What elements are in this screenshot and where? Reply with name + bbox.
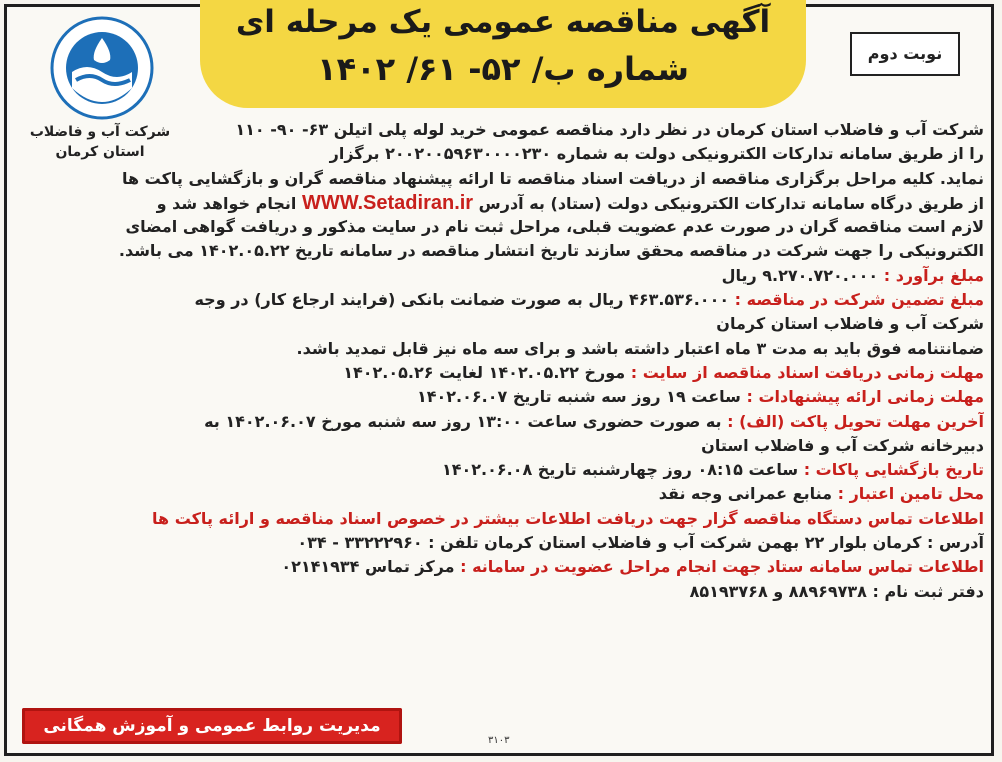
tender-number: شماره ب/ ۵۲- ۶۱/ ۱۴۰۲ bbox=[317, 50, 689, 88]
guarantee-label: مبلغ تضمین شرکت در مناقصه : bbox=[734, 290, 984, 310]
deadline-offers-label: مهلت زمانی ارائه پیشنهادات : bbox=[746, 387, 984, 407]
opening-row bbox=[18, 458, 984, 482]
water-drop-logo-icon bbox=[50, 16, 154, 120]
edition-badge: نوبت دوم bbox=[850, 32, 960, 76]
page-title: آگهی مناقصه عمومی یک مرحله ای bbox=[235, 4, 771, 40]
deadline-packet-row bbox=[18, 410, 984, 434]
guarantee-value: ۴۶۳.۵۳۶.۰۰۰ ریال به صورت ضمانت بانکی (فرایند ارجاع کار) در وجه bbox=[194, 290, 730, 310]
deadline-docs-value: مورخ ۱۴۰۲.۰۵.۲۲ لغایت ۱۴۰۲.۰۵.۲۶ bbox=[343, 362, 626, 382]
estimate-row bbox=[18, 264, 984, 288]
deadline-docs-label: مهلت زمانی دریافت اسناد مناقصه از سایت : bbox=[630, 362, 984, 382]
body-line: شرکت آب و فاضلاب استان کرمان در نظر دارد مناقصه عمومی خرید لوله پلی اتیلن ۶۳- ۹۰- ۱۱۰ bbox=[235, 120, 984, 139]
funding-value: منابع عمرانی وجه نقد bbox=[658, 484, 833, 504]
company-name-line1: شرکت آب و فاضلاب bbox=[29, 124, 171, 140]
contact-setad-value: مرکز تماس ۰۲۱۴۱۹۳۴ bbox=[281, 557, 455, 577]
setad-link[interactable]: WWW.Setadiran.ir bbox=[301, 191, 474, 214]
opening-label: تاریخ بازگشایی پاکات : bbox=[803, 460, 984, 480]
guarantee-row bbox=[18, 288, 984, 312]
guarantee-line2: شرکت آب و فاضلاب استان کرمان bbox=[716, 314, 984, 334]
body-line: لازم است مناقصه گران در صورت عدم عضویت قبلی، مراحل ثبت نام در سایت مذکور و دریافت گواهی امضای bbox=[125, 217, 984, 237]
estimate-label: مبلغ برآورد : bbox=[883, 265, 984, 285]
ad-code: ۳۱۰۳ bbox=[488, 735, 510, 746]
company-name-line2: استان کرمان bbox=[55, 144, 145, 160]
deadline-offers-value: ساعت ۱۹ روز سه شنبه تاریخ ۱۴۰۲.۰۶.۰۷ bbox=[416, 387, 741, 407]
opening-value: ساعت ۰۸:۱۵ روز چهارشنبه تاریخ ۱۴۰۲.۰۶.۰۸ bbox=[441, 460, 799, 480]
deadline-packet-value: به صورت حضوری ساعت ۱۳:۰۰ روز سه شنبه مورخ ۱۴۰۲.۰۶.۰۷ به bbox=[204, 411, 722, 431]
funding-label: محل تامین اعتبار : bbox=[837, 484, 984, 504]
body-text-before-url: از طریق درگاه سامانه تدارکات الکترونیکی دولت (ستاد) به آدرس bbox=[478, 193, 984, 213]
estimate-value: ۹.۲۷۰.۷۲۰.۰۰۰ ریال bbox=[721, 265, 879, 285]
deadline-docs-row bbox=[18, 361, 984, 385]
contact-setad-row bbox=[18, 555, 984, 579]
body-line: را از طریق سامانه تدارکات الکترونیکی دولت به شماره ۲۰۰۲۰۰۵۹۶۳۰۰۰۰۲۳۰ برگزار bbox=[329, 144, 984, 164]
funding-row bbox=[18, 482, 984, 506]
guarantee-line3: ضمانتنامه فوق باید به مدت ۳ ماه اعتبار داشته باشد و برای سه ماه نیز قابل تمدید باشد. bbox=[296, 338, 984, 358]
deadline-packet-label: آخرین مهلت تحویل پاکت (الف) : bbox=[727, 411, 984, 431]
body-line bbox=[18, 191, 984, 215]
contact-org-heading: اطلاعات تماس دستگاه مناقصه گزار جهت دریافت اطلاعات بیشتر در خصوص اسناد مناقصه و ارائه پاکت ها bbox=[152, 508, 984, 528]
contact-org-address: آدرس : کرمان بلوار ۲۲ بهمن شرکت آب و فاضلاب استان کرمان تلفن : ۳۳۲۲۲۹۶۰ - ۰۳۴ bbox=[297, 533, 984, 553]
registration-office: دفتر ثبت نام : ۸۸۹۶۹۷۳۸ و ۸۵۱۹۳۷۶۸ bbox=[689, 581, 984, 601]
deadline-offers-row bbox=[18, 385, 984, 409]
announcement-body bbox=[18, 118, 984, 604]
contact-setad-label: اطلاعات تماس سامانه ستاد جهت انجام مراحل عضویت در سامانه : bbox=[460, 557, 984, 577]
public-relations-banner: مدیریت روابط عمومی و آموزش همگانی bbox=[22, 708, 402, 744]
body-line: الکترونیکی را جهت شرکت در مناقصه محقق سازند تاریخ انتشار مناقصه در سامانه تاریخ ۱۴۰۲.۰۵.۲۲ می باشد. bbox=[118, 241, 984, 261]
deadline-packet-line2: دبیرخانه شرکت آب و فاضلاب استان bbox=[701, 435, 984, 455]
body-line: نماید. کلیه مراحل برگزاری مناقصه از دریافت اسناد مناقصه تا ارائه پیشنهاد مناقصه گران و بازگشایی پاکت ها bbox=[121, 168, 984, 188]
body-text-after-url: انجام خواهد شد و bbox=[156, 193, 297, 213]
